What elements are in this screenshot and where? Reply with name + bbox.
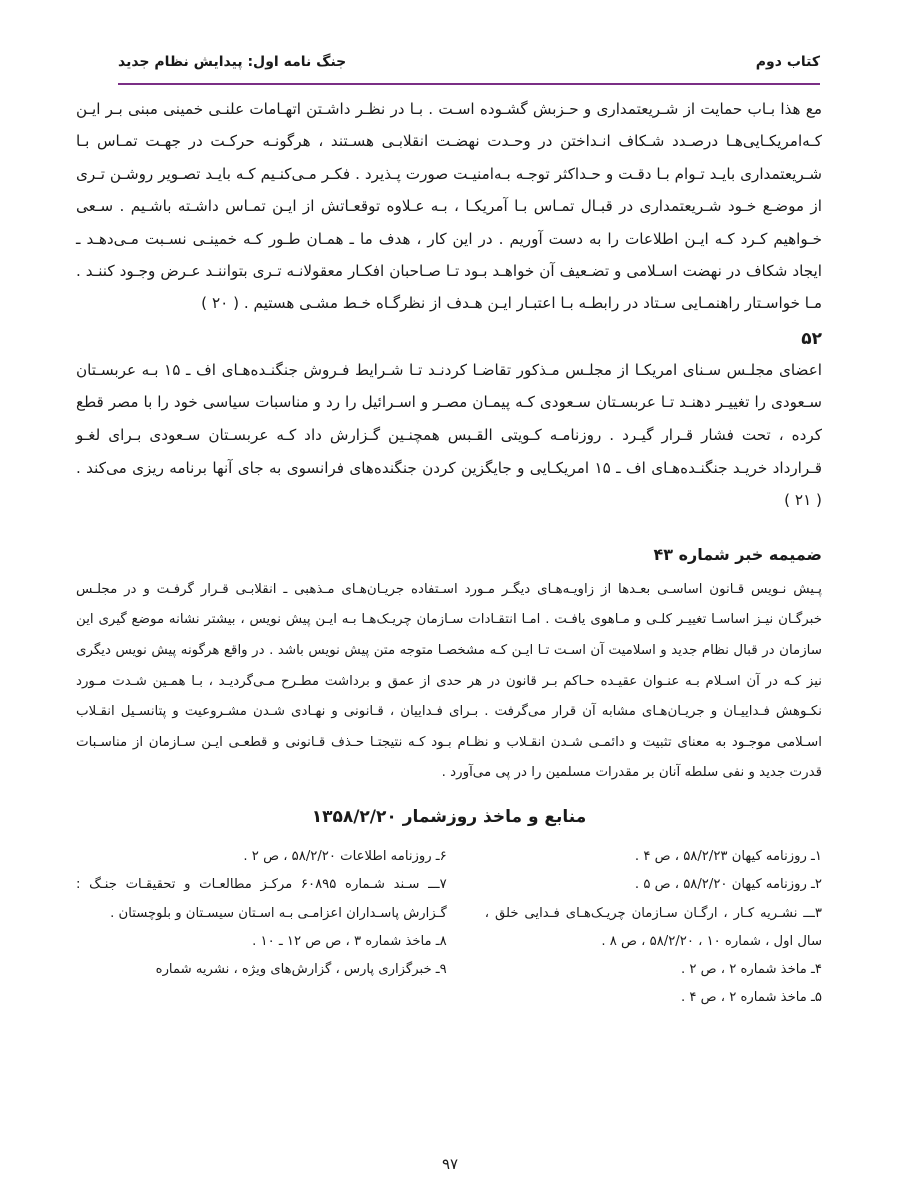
source-item: ۷ـــ سـند شـماره ۶۰۸۹۵ مرکـز مطالعـات و تحقیقـات جنـگ : گـزارش پاسـداران اعزامـی بـه اسـتان سیسـتان و بلوچستان . bbox=[76, 877, 447, 921]
chapter-title: جنگ نامه اول: پیدایش نظام جدید bbox=[118, 54, 347, 70]
section-number: ۵۲ bbox=[801, 328, 822, 349]
source-item: ۱ـ روزنامه کیهان ۵۸/۲/۲۳ ، ص ۴ . bbox=[634, 848, 822, 864]
paragraph-intro: مع هذا بـاب حمایت از شـریعتمداری و حـزبش گشـوده اسـت . بـا در نظـر داشـتن اتهـامات علنـی خمینی مبنی بـر ایـن کـه‌امریکـایی‌هـا درصـدد شـکاف انـداختن در وحـدت نهضـت انقلابـی هسـتند ، هرگونـه حرکـت در جهـت تمـاس بـا شـریعتمداری بایـد تـوام بـا دقـت و حـداکثر توجـه بـه‌امنیـت صورت پـذیرد . فکـر مـی‌کنـیم کـه بایـد تصـویر روشـن تـری از موضـع خـود شـریعتمداری در قبـال تمـاس بـا آمریکـا ، بـه عـلاوه توقعـاتش از ایـن تمـاس داشـته باشـیم . سـعی خـواهیم کـرد کـه ایـن اطلاعات را به دست آوریم . در این کار ، هدف ما ـ همـان طـور کـه خمینـی نسـبت مـی‌دهـد ـ ایجاد شکاف در نهضت اسـلامی و تضـعیف آن خواهـد بـود تـا صـاحبان افکـار معقولانـه تـری بتواننـد عـرض وجـود کننـد . مـا خواسـتار راهنمـایی سـتاد در رابطـه بـا اعتبـار ایـن هـدف از نظرگـاه خـط مشـی هستیم . ( ۲۰ ) bbox=[76, 100, 822, 313]
page-number: ۹۷ bbox=[441, 1155, 459, 1173]
sources-column-left bbox=[76, 843, 447, 1013]
source-item: ۳ـــ نشـریه کـار ، ارگـان سـازمان چریـک‌هـای فـدایی خلق ، سال اول ، شماره ۱۰ ، ۵۸/۲/۲۰ ، ص ۸ . bbox=[484, 905, 822, 949]
page-body bbox=[76, 93, 822, 1013]
paragraph-senate: اعضای مجلـس سـنای امریکـا از مجلـس مـذکور تقاضـا کردنـد تـا شـرایط فـروش جنگنـده‌هـای اف ـ ۱۵ بـه عربسـتان سـعودی را تغییـر دهنـد تـا عربسـتان سـعودی کـه پیمـان مصـر و اسـرائیل را رد و مناسبات سیاسی خود را با مصر قطع کرده ، تحت فشار قـرار گیـرد . روزنامـه کـویتی القـبس همچنـین گـزارش داد کـه عربسـتان سـعودی بـرای لغـو قـرارداد خریـد جنگنـده‌هـای اف ـ ۱۵ امریکـایی و جایگزین کردن جنگنده‌های فرانسوی به جای آنها برنامه ریزی می‌کند . ( ۲۱ ) bbox=[76, 360, 822, 510]
source-item: ۵ـ ماخذ شماره ۲ ، ص ۴ . bbox=[680, 990, 822, 1006]
sources-list bbox=[76, 843, 822, 1013]
sources-title: منابع و ماخذ روزشمار ۱۳۵۸/۲/۲۰ bbox=[311, 806, 587, 827]
header-divider bbox=[118, 83, 820, 85]
book-title: کتاب دوم bbox=[755, 54, 820, 70]
sources-column-right bbox=[485, 843, 822, 1013]
page-header bbox=[118, 50, 820, 74]
source-item: ۲ـ روزنامه کیهان ۵۸/۲/۲۰ ، ص ۵ . bbox=[634, 877, 822, 893]
source-item: ۶ـ روزنامه اطلاعات ۵۸/۲/۲۰ ، ص ۲ . bbox=[243, 848, 447, 864]
source-item: ۴ـ ماخذ شماره ۲ ، ص ۲ . bbox=[680, 962, 822, 978]
source-item: ۹ـ خبرگزاری پارس ، گزارش‌های ویژه ، نشریه شماره bbox=[155, 962, 447, 978]
supplement-heading: ضمیمه خبر شماره ۴۳ bbox=[653, 544, 822, 564]
source-item: ۸ـ ماخذ شماره ۳ ، ص ص ۱۲ ـ ۱۰ . bbox=[252, 933, 447, 949]
paragraph-supplement: پـیش نـویس قـانون اساسـی بعـدها از زاویـه‌هـای دیگـر مـورد اسـتفاده جریـان‌هـای مـذهبی ـ انقلابـی قـرار گرفـت و در مجلـس خبرگـان نیـز اساسـا تغییـر کلـی و مـاهوی یافـت . امـا انتقـادات سـازمان چریـک‌هـا بـه ایـن پیش نویس ، بیشتر نشانه موضع گیری این سازمان در قبال نظام جدید و اسلامیت آن اسـت تـا ایـن کـه مشخصـا متوجه متن پیش نویس باشد . در واقع هرگونه پیش نویس دیگری نیز کـه در آن اسـلام بـه عنـوان عقیـده حـاکم بـر قانون در هر حدی از عمق و برداشت مطـرح مـی‌گردیـد ، بـا همـین شـدت مـورد نکـوهش فـداییـان و جریـان‌هـای مشابه آن قرار می‌گرفت . بـرای فـداییان ، قـانونی و نهـادی شـدن مشـروعیت و پتانسـیل انقـلاب اسـلامی موجـود به معنای تثبیت و دائمـی شـدن انقـلاب و نظـام بـود کـه نتیجتـا حـذف قـانونی و قطعـی ایـن سـازمان از مناسـبات قدرت جدید و نفی سلطه آنان بر مقدرات مسلمین را در پی می‌آورد . bbox=[76, 581, 822, 781]
